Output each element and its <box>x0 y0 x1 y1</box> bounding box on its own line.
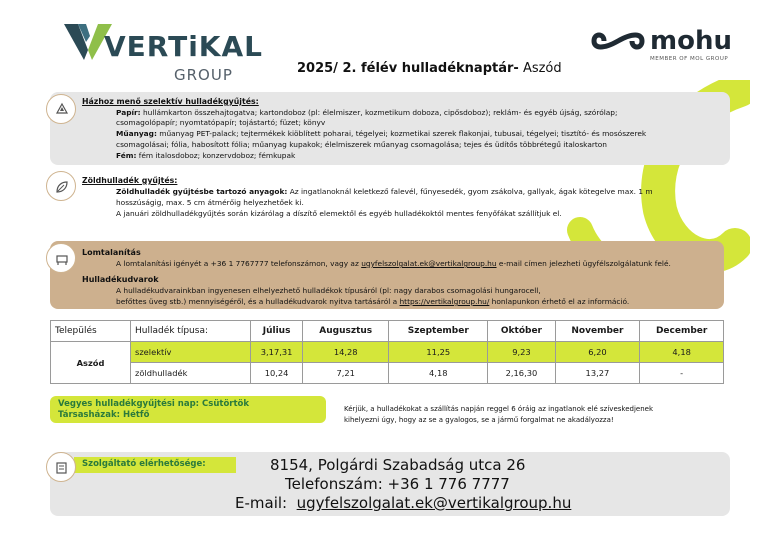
logo-word: VERTiKAL <box>104 30 264 63</box>
day-cell: 3,17,31 <box>251 342 303 363</box>
day-cell: 6,20 <box>555 342 640 363</box>
type-cell: zöldhulladék <box>131 363 251 384</box>
type-cell: szelektív <box>131 342 251 363</box>
yards-line-2 <box>116 297 629 307</box>
day-cell: 4,18 <box>640 342 724 363</box>
day-cell: - <box>640 363 724 384</box>
mixed-waste-box <box>50 396 326 423</box>
paper-line-1 <box>116 108 617 118</box>
col-settlement: Település <box>51 321 131 342</box>
logo-sub: GROUP <box>174 66 233 84</box>
bulky-text <box>116 259 671 269</box>
day-cell: 2,16,30 <box>488 363 555 384</box>
plastic-line-1 <box>116 129 646 139</box>
selective-heading: Házhoz menő szelektív hulladékgyűjtés: <box>82 97 259 106</box>
bulky-email-link[interactable]: ugyfelszolgalat.ek@vertikalgroup.hu <box>361 259 497 268</box>
page-title <box>297 61 562 76</box>
plastic-line-2: csomagolásai; fólia, habosított fólia; műanyag kupakok; élelmiszerek műanyag csomagolása; tejes és üdítős többrétegű italoskarton <box>116 140 607 149</box>
sofa-icon-bubble <box>46 243 76 273</box>
col-month: Október <box>488 321 555 342</box>
sofa-icon <box>54 251 70 267</box>
day-cell: 9,23 <box>488 342 555 363</box>
contact-email-link[interactable]: ugyfelszolgalat.ek@vertikalgroup.hu <box>296 494 572 512</box>
day-cell: 14,28 <box>303 342 389 363</box>
contact-email-label: E-mail: <box>235 494 288 512</box>
col-month: Július <box>251 321 303 342</box>
mohu-logo <box>590 26 730 66</box>
plastic-label: Műanyag: <box>116 129 157 138</box>
day-cell: 7,21 <box>303 363 389 384</box>
yards-line-1: A hulladékudvarainkban ingyenesen elhelyezhető hulladékok típusáról (pl: nagy darabos csomagolási hungarocell, <box>116 286 541 295</box>
bulky-heading: Lomtalanítás <box>82 248 141 257</box>
col-type: Hulladék típusa: <box>131 321 251 342</box>
notice-line-1: Kérjük, a hulladékokat a szállítás napján reggel 6 óráig az ingatlanok elé szíveskedjenek <box>344 405 654 413</box>
yards-text-pre: befőttes üveg stb.) mennyiségéről, és a hulladékudvarok nyitva tartásáról a <box>116 297 400 306</box>
col-month: Augusztus <box>303 321 389 342</box>
notice-line-2: kihelyezni úgy, hogy az se a gyalogos, se a jármű forgalmat ne akadályozza! <box>344 416 614 424</box>
table-row-green <box>51 363 724 384</box>
green-text-1: Az ingatlanoknál keletkező falevél, fűnyesedék, gyom zsákolva, gallyak, ágak kötegelve max. 1 m <box>287 187 653 196</box>
green-label: Zöldhulladék gyűjtésbe tartozó anyagok: <box>116 187 288 196</box>
contact-email-row <box>235 494 571 512</box>
title-main: 2025/ 2. félév hulladéknaptár- <box>297 61 519 76</box>
recycle-icon <box>54 102 70 118</box>
col-month: December <box>640 321 724 342</box>
green-line-2: hosszúságig, max. 5 cm átmérőig helyezhetőek ki. <box>116 198 304 207</box>
mohu-infinity-icon <box>590 28 646 54</box>
col-month: Szeptember <box>389 321 488 342</box>
condo-day: Társasházak: Hétfő <box>58 410 150 420</box>
mohu-member: MEMBER OF MOL GROUP <box>650 56 729 62</box>
day-cell: 10,24 <box>251 363 303 384</box>
contact-address: 8154, Polgárdi Szabadság utca 26 <box>270 456 526 474</box>
table-row-selective <box>51 342 724 363</box>
settlement-cell: Aszód <box>51 342 131 384</box>
document-edit-icon <box>54 460 70 476</box>
contact-label: Szolgáltató elérhetősége: <box>82 459 206 469</box>
day-cell: 13,27 <box>555 363 640 384</box>
day-cell: 4,18 <box>389 363 488 384</box>
contact-phone: Telefonszám: +36 1 776 7777 <box>285 475 510 493</box>
vertikal-logo <box>64 24 264 88</box>
table-header-row <box>51 321 724 342</box>
bulky-text-post: e-mail címen jelezheti ügyfélszolgálatunk felé. <box>496 259 671 268</box>
yards-heading: Hulladékudvarok <box>82 275 159 284</box>
day-cell: 11,25 <box>389 342 488 363</box>
recycle-icon-bubble <box>46 94 76 124</box>
col-month: November <box>555 321 640 342</box>
metal-text: fém italosdoboz; konzervdoboz; fémkupak <box>136 151 296 160</box>
title-place: Aszód <box>518 61 562 76</box>
paper-label: Papír: <box>116 108 141 117</box>
leaf-icon <box>54 179 70 195</box>
green-heading: Zöldhulladék gyűjtés: <box>82 176 178 185</box>
metal-label: Fém: <box>116 151 137 160</box>
plastic-text: műanyag PET-palack; tejtermékek kiöblített poharai, tégelyei; kozmetikai szerek flakonjai, tubusai, tégelyei; tisztító- és mosószerek <box>156 129 647 138</box>
green-line-3: A januári zöldhulladékgyűjtés során kizárólag a díszítő elemektől és egyéb hulladékoktól mentes fenyőfákat szállítjuk el. <box>116 209 562 218</box>
contact-label-box <box>74 457 236 473</box>
green-line-1 <box>116 187 653 197</box>
paper-text: hullámkarton összehajtogatva; kartondoboz (pl: élelmiszer, kozmetikum doboza, cipősdoboz); reklám- és egyéb újság, szórólap; <box>140 108 618 117</box>
bulky-text-pre: A lomtalanítási igényét a +36 1 7767777 telefonszámon, vagy az <box>116 259 362 268</box>
paper-line-2: csomagolópapír; nyomtatópapír; tojástartó; füzet; könyv <box>116 118 326 127</box>
yards-text-post: honlapunkon érhető el az információ. <box>489 297 630 306</box>
contact-icon-bubble <box>46 452 76 482</box>
leaf-icon-bubble <box>46 171 76 201</box>
mixed-day: Vegyes hulladékgyűjtési nap: Csütörtök <box>58 399 250 409</box>
notice-text <box>344 404 653 426</box>
mohu-brand: mohu <box>650 26 732 56</box>
yards-url-link[interactable]: https://vertikalgroup.hu/ <box>399 297 490 306</box>
collection-calendar-table <box>50 320 724 384</box>
metal-line <box>116 151 295 161</box>
